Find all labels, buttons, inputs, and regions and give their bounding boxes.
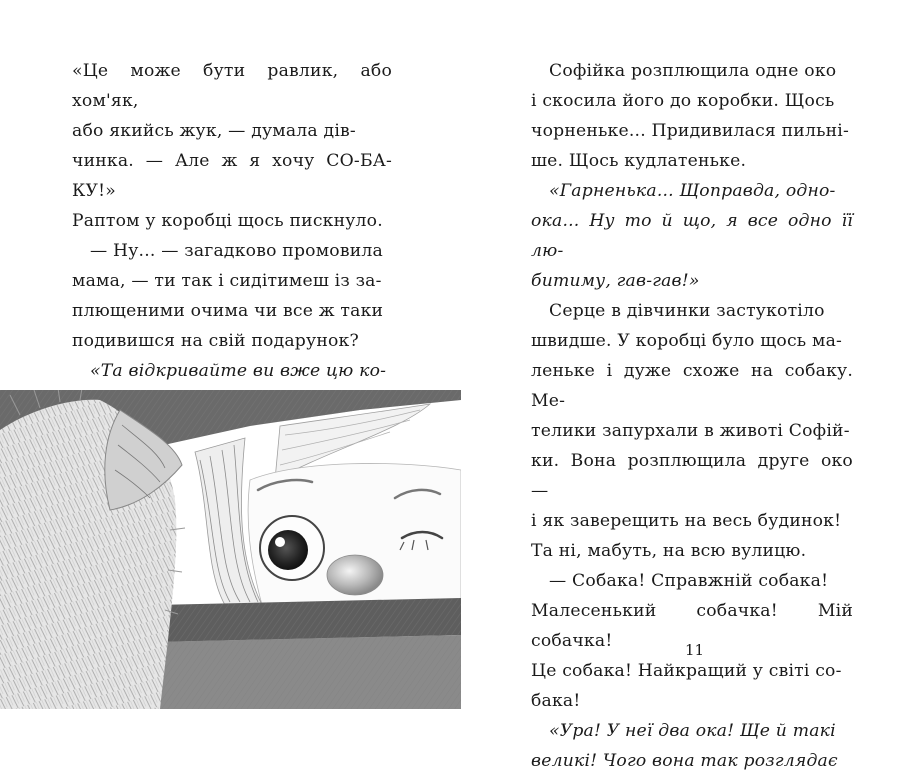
italic-paragraph <box>531 716 853 776</box>
text-line: ки. Вона розплющила друге око — <box>531 451 853 501</box>
text-line: Та ні, мабуть, на всю вулицю. <box>531 541 807 561</box>
text-line: — Ну... — загадково промовила <box>90 241 383 261</box>
text-line: чорненьке... Придивилася пильні- <box>531 121 849 141</box>
text-line: леньке і дуже схоже на собаку. Ме- <box>531 361 853 411</box>
paragraph <box>531 56 853 176</box>
text-line: бака! <box>531 691 581 711</box>
illustration-puppy-peeking <box>0 390 461 709</box>
right-text-column <box>531 56 853 776</box>
text-line: «Це може бути равлик, або хом'як, <box>72 61 392 111</box>
text-line: — Собака! Справжній собака! <box>549 571 829 591</box>
text-line: Серце в дівчинки застукотіло <box>549 301 825 321</box>
text-line: «Ура! У неї два ока! Ще й такі <box>549 721 836 741</box>
text-line: або якийсь жук, — думала дів- <box>72 121 356 141</box>
paragraph <box>72 236 392 356</box>
text-line: і скосила його до коробки. Щось <box>531 91 835 111</box>
italic-paragraph <box>531 176 853 296</box>
text-line: Це собака! Найкращий у світі со- <box>531 661 842 681</box>
page-number: 11 <box>685 641 705 659</box>
text-line: подивишся на свій подарунок? <box>72 331 359 351</box>
text-line: «Та відкривайте ви вже цю ко- <box>90 361 387 381</box>
left-page <box>0 0 461 709</box>
text-line: плющеними очима чи все ж таки <box>72 301 384 321</box>
text-line: і як заверещить на весь будинок! <box>531 511 842 531</box>
text-line: телики запурхали в животі Софій- <box>531 421 850 441</box>
text-line: Малесенький собачка! Мій собачка! <box>531 601 853 651</box>
text-line: ока... Ну то й що, я все одно її лю- <box>531 211 853 261</box>
left-text-column <box>72 56 392 446</box>
paragraph <box>531 296 853 566</box>
text-line: чинка. — Але ж я хочу СО-БА-КУ!» <box>72 151 392 201</box>
text-line: битиму, гав-гав!» <box>531 271 700 291</box>
text-line: Раптом у коробці щось пискнуло. <box>72 211 383 231</box>
right-page <box>461 0 922 771</box>
text-line: великі! Чого вона так розглядає <box>531 751 838 771</box>
text-line: мама, — ти так і сидітимеш із за- <box>72 271 382 291</box>
text-line: Софійка розплющила одне око <box>549 61 837 81</box>
paragraph <box>72 56 392 236</box>
text-line: швидше. У коробці було щось ма- <box>531 331 843 351</box>
text-line: «Гарненька... Щоправда, одно- <box>549 181 836 201</box>
text-line: ше. Щось кудлатеньке. <box>531 151 747 171</box>
